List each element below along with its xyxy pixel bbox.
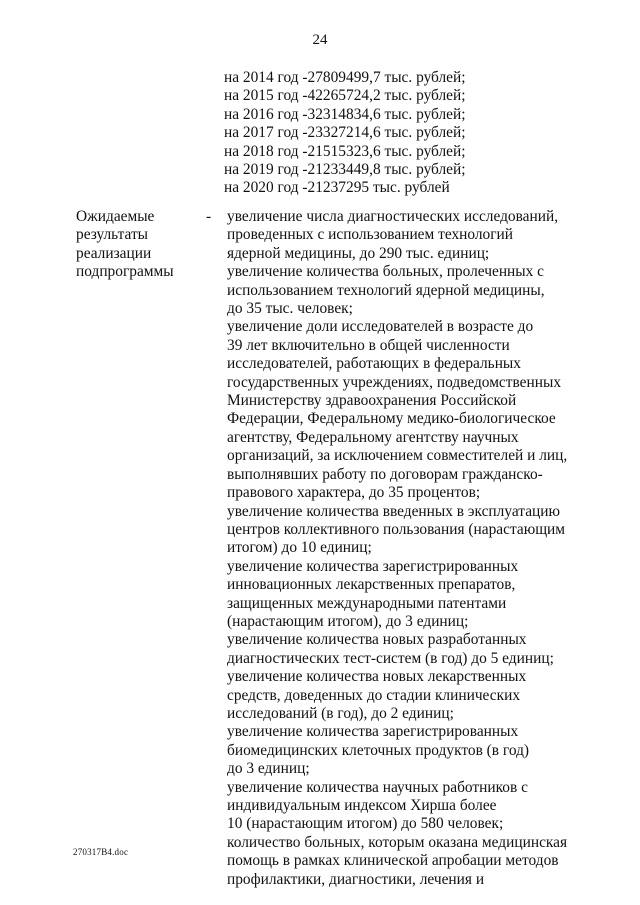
results-label-line: Ожидаемые xyxy=(76,208,155,225)
results-line: организаций, за исключением совместителей и лиц, xyxy=(227,447,568,465)
funding-line: на 2018 год -21515323,6 тыс. рублей; xyxy=(224,142,466,160)
results-line: исследователей, работающих в федеральных xyxy=(227,355,521,373)
results-line: увеличение количества новых лекарственных xyxy=(227,668,527,686)
results-line: Министерству здравоохранения Российской xyxy=(227,392,517,410)
footer-file-code: 270317B4.doc xyxy=(73,847,129,857)
funding-line: на 2014 год -27809499,7 тыс. рублей; xyxy=(224,69,466,86)
results-line: увеличение числа диагностических исследований, xyxy=(227,208,559,225)
results-line: проведенных с использованием технологий xyxy=(227,226,514,244)
results-line: увеличение количества больных, пролеченных с xyxy=(227,263,545,281)
results-label xyxy=(76,208,216,282)
results-line: использованием технологий ядерной медицины, xyxy=(227,281,545,299)
results-line: биомедицинских клеточных продуктов (в год) xyxy=(227,741,530,759)
funding-block xyxy=(224,69,584,198)
results-line: государственных учреждениях, подведомственных xyxy=(227,373,562,391)
results-line: (нарастающим итогом), до 3 единиц; xyxy=(227,612,469,630)
results-line: помощь в рамках клинической апробации методов xyxy=(227,852,559,870)
results-label-line: подпрограммы xyxy=(76,263,174,281)
results-line: диагностических тест-систем (в год) до 5 единиц; xyxy=(227,649,554,667)
results-label-line: результаты xyxy=(76,226,149,244)
results-line: увеличение количества введенных в эксплуатацию xyxy=(227,502,560,520)
results-line: ядерной медицины, до 290 тыс. единиц; xyxy=(227,244,490,262)
results-dash: - xyxy=(206,208,212,225)
results-line: увеличение количества зарегистрированных xyxy=(227,557,519,575)
results-line: увеличение количества зарегистрированных xyxy=(227,723,519,741)
results-line: итогом) до 10 единиц; xyxy=(227,539,372,557)
results-line: правового характера, до 35 процентов; xyxy=(227,484,481,502)
results-line: агентству, Федеральному агентству научных xyxy=(227,428,519,446)
funding-line: на 2015 год -42265724,2 тыс. рублей; xyxy=(224,87,466,105)
results-line: количество больных, которым оказана медицинская xyxy=(227,833,568,851)
results-line: увеличение количества научных работников с xyxy=(227,778,528,796)
results-line: исследований (в год), до 2 единиц; xyxy=(227,704,454,722)
results-line: защищенных международными патентами xyxy=(227,594,507,612)
results-line: средств, доведенных до стадии клинических xyxy=(227,686,521,704)
results-line: Федерации, Федеральному медико-биологическое xyxy=(227,410,556,428)
funding-line: на 2016 год -32314834,6 тыс. рублей; xyxy=(224,105,466,123)
results-label-line: реализации xyxy=(76,244,152,262)
results-line: до 3 единиц; xyxy=(227,760,310,778)
funding-line: на 2017 год -23327214,6 тыс. рублей; xyxy=(224,124,466,142)
results-line: увеличение количества новых разработанных xyxy=(227,631,527,649)
results-line: инновационных лекарственных препаратов, xyxy=(227,576,516,594)
results-line: выполнявших работу по договорам гражданско- xyxy=(227,465,543,483)
page-number: 24 xyxy=(312,32,328,48)
results-line: 10 (нарастающим итогом) до 580 человек; xyxy=(227,815,504,833)
results-line: профилактики, диагностики, лечения и xyxy=(227,870,485,888)
results-line: до 35 тыс. человек; xyxy=(227,300,353,318)
results-line: индивидуальным индексом Хирша более xyxy=(227,797,497,814)
results-line: увеличение доли исследователей в возрасте до xyxy=(227,318,534,336)
results-text xyxy=(227,208,607,889)
funding-line: на 2020 год -21237295 тыс. рублей xyxy=(224,179,450,197)
results-line: центров коллективного пользования (нарастающим xyxy=(227,520,566,538)
results-line: 39 лет включительно в общей численности xyxy=(227,336,510,354)
funding-line: на 2019 год -21233449,8 тыс. рублей; xyxy=(224,161,466,179)
